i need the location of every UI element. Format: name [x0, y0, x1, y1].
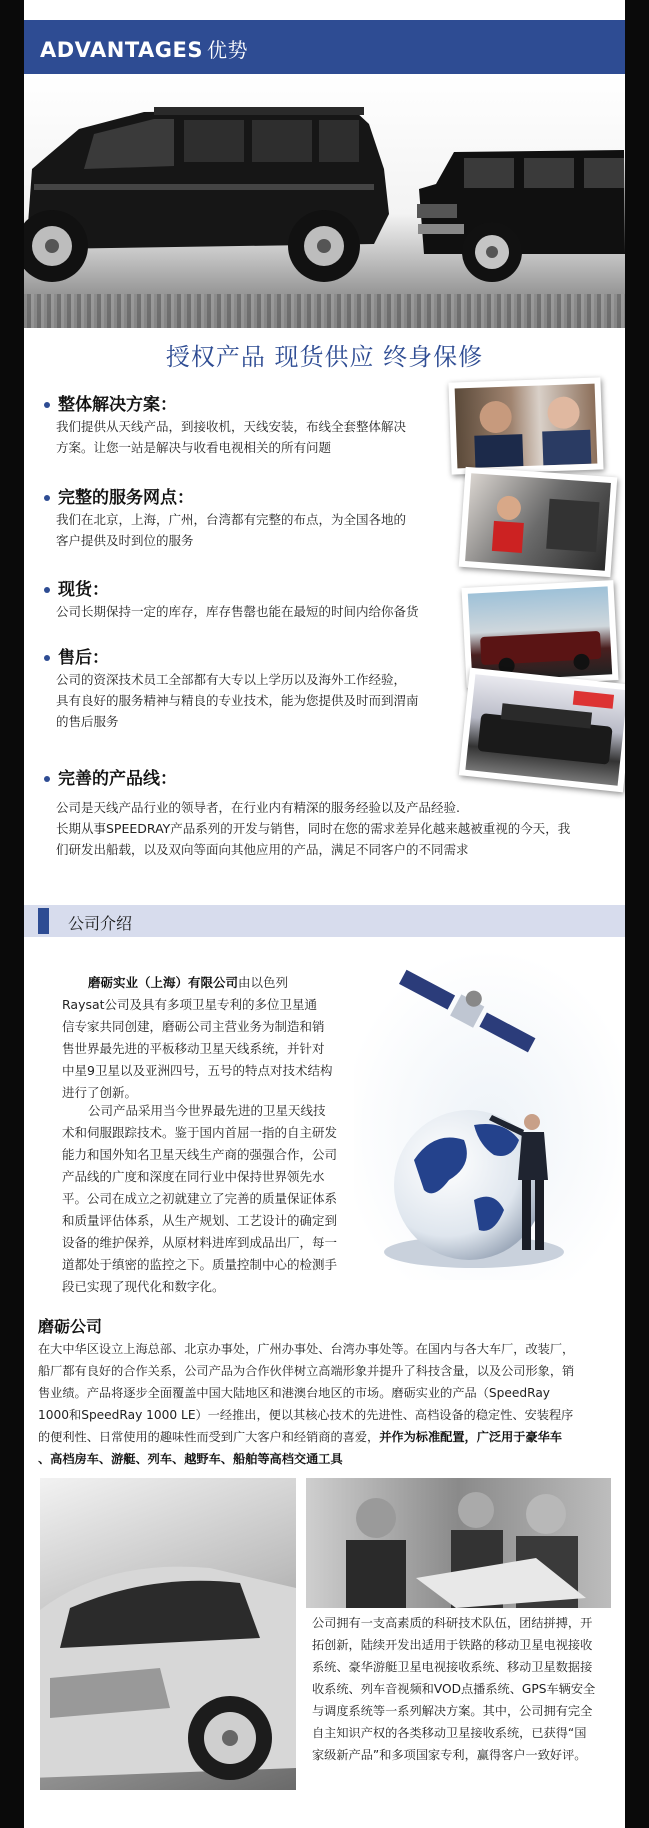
- section-title: 公司介绍: [68, 914, 133, 933]
- brand-title: 磨砺公司: [38, 1317, 103, 1336]
- feature-text-service-network: 我们在北京，上海，广州，台湾都有完整的布点，为全国各地的 客户提供及时到位的服务: [56, 512, 407, 548]
- photo-two-men: [448, 377, 603, 474]
- brand-paragraph: 在大中华区设立上海总部、北京办事处，广州办事处、台湾办事处等。在国内与各大车厂，改装厂， 船厂都有良好的合作关系，公司产品为合作伙伴树立高端形象并提升了科技含量，以及公司形象，销 售业绩。产品将逐步全面覆盖中国大陆地区和港澳台地区的市场。磨砺实业的产品（SpeedRay 1000和SpeedRay 1000 LE）一经推出，便以其核心技术的先进性、高档设备的稳定性、安装程序 的便利性、日常使用的趣味性而受到广大客户和经销商的喜爱，并作为标准配置，广泛用于豪华车 、高档房车、游艇、列车、越野车、船舶等高档交通工具: [38, 1342, 575, 1466]
- armored-suv-illustration: [24, 74, 625, 328]
- feature-text-after-sales: 公司的资深技术员工全部都有大专以上学历以及海外工作经验， 具有良好的服务精神与精良的专业技术，能为您提供及时而到渭南 的售后服务: [56, 672, 419, 729]
- two-men-figure: [455, 384, 598, 469]
- bullet-icon: [44, 402, 50, 408]
- hero-vehicles-image: [24, 74, 625, 328]
- intro-paragraph-2: 公司产品采用当今世界最先进的卫星天线技 术和伺服跟踪技术。鉴于国内首屈一指的自主研发 能力和国外知名卫星天线生产商的强强合作，公司 产品线的广度和深度在同行业中保持世界领先水 平。公司在成立之初就建立了完善的质量保证体系 和质量评估体系，从生产规划、工艺设计的确定到 设备的维护保养，从原材料进库到成品出厂，每一 道都处于缜密的监控之下。质量控制中心的检测手 段已实现了现代化和数字化。: [62, 1103, 338, 1294]
- feature-text-solution: 我们提供从天线产品，到接收机，天线安装，布线全套整体解决 方案。让您一站是解决与收看电视相关的所有问题: [56, 419, 407, 455]
- bullet-icon: [44, 495, 50, 501]
- section-marker: [38, 908, 49, 934]
- feature-title-stock: 现货：: [44, 575, 109, 600]
- suv-figure: [40, 1478, 296, 1790]
- photo-porsche-suv: [40, 1478, 296, 1790]
- feature-text-stock: 公司长期保持一定的库存，库存售罄也能在最短的时间内给你备货: [56, 604, 419, 619]
- team-figure: [306, 1478, 611, 1608]
- child-in-car-figure: [465, 473, 611, 571]
- slogan: 授权产品 现货供应 终身保修: [165, 343, 484, 371]
- bullet-icon: [44, 655, 50, 661]
- team-paragraph: 公司拥有一支高素质的科研技术队伍，团结拼搏，开 拓创新，陆续开发出适用于铁路的移动卫星电视接收 系统、豪华游艇卫星电视接收系统、移动卫星数据接 收系统、列车音视频和VOD点播系统、GPS车辆安全 与调度系统等一系列解决方案。其中，公司拥有完全 自主知识产权的各类移动卫星接收系统，已获得“国 家级新产品”和多项国家专利，赢得客户一致好评。: [312, 1616, 596, 1762]
- satellite-globe-illustration: [354, 950, 625, 1280]
- feature-title-solution: 整体解决方案：: [44, 390, 177, 415]
- section-company-intro: [24, 905, 625, 937]
- feature-title-product-line: 完善的产品线：: [44, 764, 177, 789]
- photo-in-car: [459, 467, 618, 577]
- bullet-icon: [44, 587, 50, 593]
- page: [24, 0, 625, 1828]
- intro-paragraph-1: 磨砺实业（上海）有限公司由以色列 Raysat公司及具有多项卫星专利的多位卫星通 信专家共同创建，磨砺公司主营业务为制造和销 售世界最先进的平板移动卫星天线系统，并针对 中星9卫星以及亚洲四号，五号的特点对技术结构 进行了创新。: [62, 975, 333, 1100]
- photo-team: [306, 1478, 611, 1608]
- feature-title-service-network: 完整的服务网点：: [44, 483, 194, 508]
- feature-text-product-line: 公司是天线产品行业的领导者，在行业内有精深的服务经验以及产品经验. 长期从事SPEEDRAY产品系列的开发与销售，同时在您的需求差异化越来越被重视的今天，我 们研发出船载，以及双向等面向其他应用的产品，满足不同客户的不同需求: [56, 800, 571, 857]
- header-title: ADVANTAGES 优势: [40, 38, 248, 62]
- photo-expo-car: [459, 668, 625, 793]
- advantages-header: [24, 20, 625, 74]
- red-vehicle-figure: [468, 586, 612, 681]
- feature-title-after-sales: 售后：: [44, 643, 109, 668]
- black-suv-figure: [465, 674, 625, 785]
- bullet-icon: [44, 776, 50, 782]
